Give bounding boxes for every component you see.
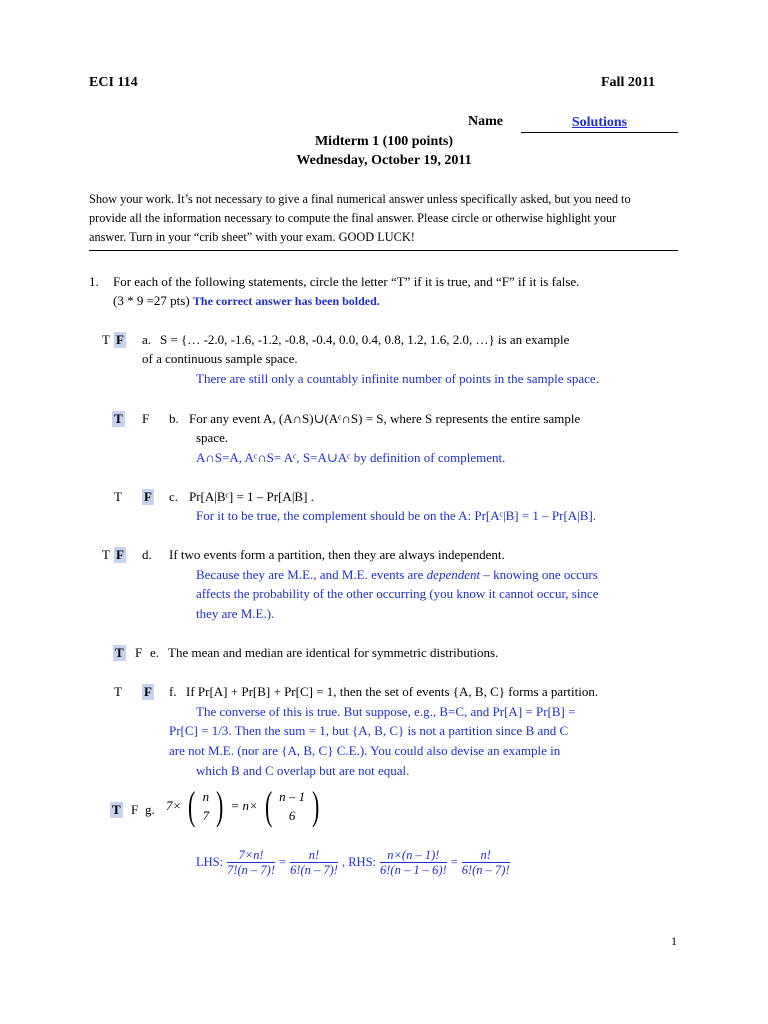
right-paren: ) <box>312 783 320 828</box>
question-points <box>113 293 380 309</box>
answer-text: which B and C overlap but are not equal. <box>196 763 410 778</box>
page-number: 1 <box>671 934 677 948</box>
answer-note: The correct answer has been bolded. <box>192 294 380 308</box>
name-field <box>521 114 678 133</box>
true-option[interactable]: T <box>114 684 122 699</box>
false-option[interactable]: F <box>135 645 143 660</box>
binomial-bottom: 6 <box>288 808 296 823</box>
false-option[interactable]: F <box>144 489 152 504</box>
item-text: If Pr[A] + Pr[B] + Pr[C] = 1, then the set of events {A, B, C} forms a partition. <box>186 684 599 699</box>
denominator: 6!(n – 7)! <box>461 863 510 878</box>
answer-emphasis: dependent <box>426 567 481 582</box>
denominator: 6!(n – 7)! <box>290 863 338 878</box>
true-option[interactable]: T <box>115 645 124 660</box>
true-option[interactable]: T <box>102 332 110 347</box>
item-label: a. <box>142 332 152 347</box>
false-option[interactable]: F <box>142 411 150 426</box>
instructions-line: answer. Turn in your “crib sheet” with your exam. GOOD LUCK! <box>89 230 415 244</box>
fraction <box>462 848 510 878</box>
false-option[interactable]: F <box>144 684 152 699</box>
answer-text: are not M.E. (nor are {A, B, C} C.E.). You could also devise an example in <box>169 743 561 758</box>
right-paren: ) <box>216 783 224 828</box>
answer-text <box>196 567 598 583</box>
answer-segment: – knowing one occurs <box>480 567 598 582</box>
item-label: g. <box>145 802 155 817</box>
equals-sign: = <box>279 855 287 870</box>
item-text: For any event A, (A∩S)∪(Aᶜ∩S) = S, where S represents the entire sample <box>189 411 581 426</box>
answer-text: Pr[C] = 1/3. Then the sum = 1, but {A, B, C} is not a partition since B and C <box>169 723 569 738</box>
answer-text: The converse of this is true. But suppose, e.g., B=C, and Pr[A] = Pr[B] = <box>196 704 576 719</box>
answer-text: There are still only a countably infinite number of points in the sample space. <box>196 371 599 386</box>
fraction <box>380 848 447 878</box>
lhs-rhs-derivation <box>196 848 510 878</box>
divider <box>89 250 678 251</box>
true-option[interactable]: T <box>114 411 123 426</box>
course-code: ECI 114 <box>89 75 138 90</box>
exam-title: Midterm 1 (100 points) <box>314 134 454 149</box>
item-label: e. <box>150 645 160 660</box>
numerator: n! <box>462 848 510 863</box>
answer-text: For it to be true, the complement should be on the A: Pr[Aᶜ|B] = 1 – Pr[A|B]. <box>196 508 597 523</box>
rhs-label: , RHS: <box>341 855 377 870</box>
answer-text: A∩S=A, Aᶜ∩S= Aᶜ, S=A∪Aᶜ by definition of complement. <box>196 450 506 465</box>
instructions-line: Show your work. It’s not necessary to give a final numerical answer unless specifically asked, but you need to <box>89 192 631 206</box>
item-text: The mean and median are identical for symmetric distributions. <box>168 645 499 660</box>
fraction <box>290 848 338 878</box>
numerator: n×(n – 1)! <box>380 848 447 863</box>
true-option[interactable]: T <box>114 489 122 504</box>
question-text: For each of the following statements, circle the letter “T” if it is true, and “F” if it is false. <box>113 274 580 289</box>
binomial-top: n <box>202 788 210 804</box>
denominator: 6!(n – 1 – 6)! <box>380 863 447 878</box>
name-value: Solutions <box>571 115 628 130</box>
true-option[interactable]: T <box>102 547 110 562</box>
answer-segment: Because they are M.E., and M.E. events are <box>196 567 427 582</box>
binomial-top: n – 1 <box>279 788 306 804</box>
answer-text: they are M.E.). <box>196 606 275 621</box>
fraction <box>227 848 275 878</box>
equals-sign: = <box>450 855 458 870</box>
name-label: Name <box>468 114 503 129</box>
item-text: Pr[A|Bᶜ] = 1 – Pr[A|B] . <box>189 489 314 504</box>
instructions-line: provide all the information necessary to compute the final answer. Please circle or otherwise highlight your <box>89 211 617 225</box>
true-option[interactable]: T <box>112 802 121 817</box>
item-label: b. <box>169 411 179 426</box>
term: Fall 2011 <box>601 75 656 90</box>
item-label: f. <box>169 684 177 699</box>
exam-date: Wednesday, October 19, 2011 <box>296 153 472 168</box>
binomial <box>279 787 305 826</box>
false-option[interactable]: F <box>116 332 124 347</box>
false-option[interactable]: F <box>116 547 124 562</box>
denominator: 7!(n – 7)! <box>227 863 275 878</box>
item-label: d. <box>142 547 152 562</box>
equation-coefficient: 7× <box>166 798 182 814</box>
item-text: If two events form a partition, then they are always independent. <box>169 547 505 562</box>
left-paren: ( <box>188 783 196 828</box>
binomial-equation <box>166 783 322 828</box>
numerator: 7×n! <box>227 848 275 863</box>
item-text: space. <box>196 430 229 445</box>
lhs-label: LHS: <box>196 855 224 870</box>
left-paren: ( <box>264 783 273 828</box>
binomial <box>203 787 210 826</box>
answer-text: affects the probability of the other occurring (you know it cannot occur, since <box>196 586 599 601</box>
question-number: 1. <box>89 274 99 289</box>
false-option[interactable]: F <box>131 802 139 817</box>
binomial-bottom: 7 <box>202 808 210 823</box>
points: (3 * 9 =27 pts) <box>113 293 190 308</box>
equation-middle: = n× <box>230 798 258 814</box>
item-text: S = {… -2.0, -1.6, -1.2, -0.8, -0.4, 0.0, 0.4, 0.8, 1.2, 1.6, 2.0, …} is an example <box>160 332 570 347</box>
item-text: of a continuous sample space. <box>142 351 298 366</box>
item-label: c. <box>169 489 179 504</box>
numerator: n! <box>290 848 338 863</box>
